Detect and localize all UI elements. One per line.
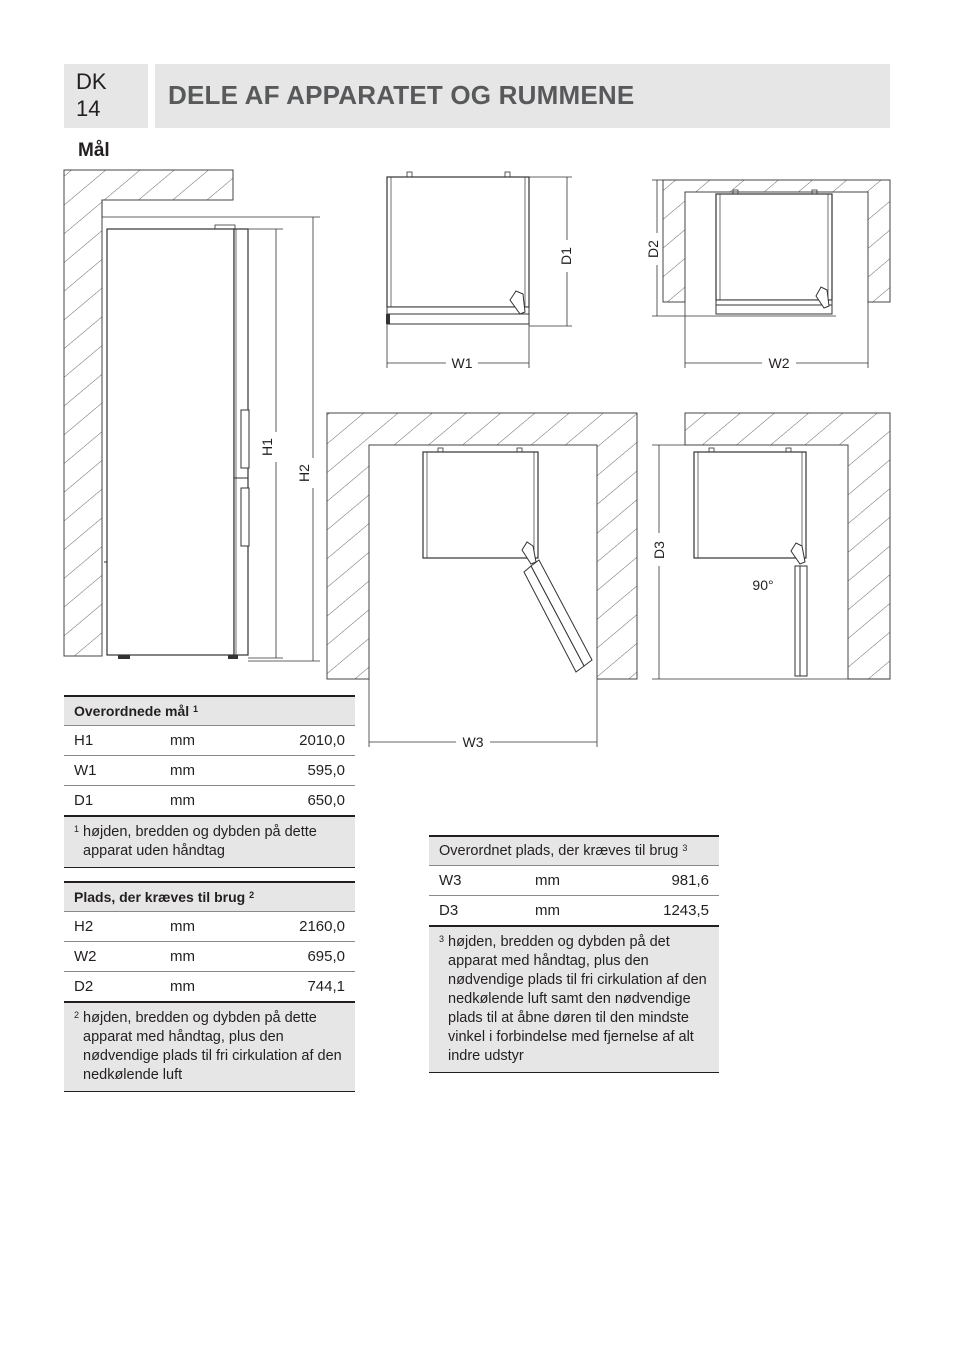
row-unit: mm [160, 756, 250, 786]
table-title: Overordnede mål [74, 703, 190, 719]
row-value: 744,1 [250, 972, 355, 1003]
page-number: 14 [76, 96, 101, 121]
footnote-marker: 1 [193, 704, 199, 714]
section-title: Mål [78, 140, 110, 161]
table-header [429, 836, 719, 866]
row-unit: mm [160, 786, 250, 817]
table-title: Overordnet plads, der kræves til brug [439, 843, 679, 859]
row-label: W1 [64, 756, 160, 786]
table-row [429, 866, 719, 896]
language-code: DK [76, 69, 107, 94]
footnote-text: højden, bredden og dybden på det apparat med håndtag, plus den nødvendige plads til fri cirkulation af den nedkølende luft samt den nødvendige plads til at åbne døren til den mindste vinkel i forbindelse med fjernelse af alt indre udstyr [448, 934, 707, 1064]
row-value: 1243,5 [615, 896, 719, 927]
row-value: 695,0 [250, 942, 355, 972]
row-value: 981,6 [615, 866, 719, 896]
footnote-text: højden, bredden og dybden på dette apparat med håndtag, plus den nødvendige plads til fri cirkulation af den nedkølende luft [83, 1010, 342, 1083]
table-row [64, 756, 355, 786]
row-label: W2 [64, 942, 160, 972]
label-d3: D3 [651, 541, 667, 559]
row-unit: mm [525, 866, 615, 896]
row-unit: mm [160, 912, 250, 942]
table-title: Plads, der kræves til brug [74, 889, 246, 905]
footnote-marker: 3 [682, 843, 688, 853]
table-row [429, 896, 719, 927]
table-overall-space-required [429, 835, 719, 1073]
table-overall-dimensions [64, 695, 355, 868]
table-footnote [64, 1002, 355, 1092]
row-unit: mm [160, 942, 250, 972]
row-label: D3 [429, 896, 525, 927]
label-d1: D1 [558, 247, 574, 265]
table-row [64, 786, 355, 817]
top-view-door-open-w3 [327, 413, 637, 750]
row-unit: mm [160, 972, 250, 1003]
row-label: D2 [64, 972, 160, 1003]
label-angle: 90° [752, 577, 774, 593]
table-row [64, 942, 355, 972]
top-view-w1-d1 [386, 172, 574, 371]
footnote-text: højden, bredden og dybden på dette apparat uden håndtag [83, 824, 317, 859]
label-w3: W3 [462, 734, 484, 750]
row-value: 2160,0 [250, 912, 355, 942]
table-footnote [429, 926, 719, 1073]
row-label: D1 [64, 786, 160, 817]
table-header [64, 882, 355, 912]
row-value: 2010,0 [250, 726, 355, 756]
label-w2: W2 [768, 355, 790, 371]
table-row [64, 912, 355, 942]
row-label: H1 [64, 726, 160, 756]
top-view-w2-d2 [645, 180, 890, 371]
row-label: W3 [429, 866, 525, 896]
footnote-marker: 2 [74, 1010, 80, 1020]
label-w1: W1 [451, 355, 473, 371]
row-value: 650,0 [250, 786, 355, 817]
row-value: 595,0 [250, 756, 355, 786]
row-unit: mm [525, 896, 615, 927]
footnote-marker: 1 [74, 824, 80, 834]
table-row [64, 726, 355, 756]
side-view-diagram [64, 170, 320, 661]
label-d2: D2 [645, 240, 661, 258]
label-h2: H2 [296, 464, 312, 482]
footnote-marker: 3 [439, 934, 445, 944]
table-space-required [64, 881, 355, 1092]
row-unit: mm [160, 726, 250, 756]
page-title: DELE AF APPARATET OG RUMMENE [168, 80, 635, 110]
table-row [64, 972, 355, 1003]
table-header [64, 696, 355, 726]
label-h1: H1 [259, 438, 275, 456]
table-footnote [64, 816, 355, 868]
footnote-marker: 2 [249, 890, 255, 900]
row-label: H2 [64, 912, 160, 942]
top-view-door-90-d3 [651, 413, 890, 679]
